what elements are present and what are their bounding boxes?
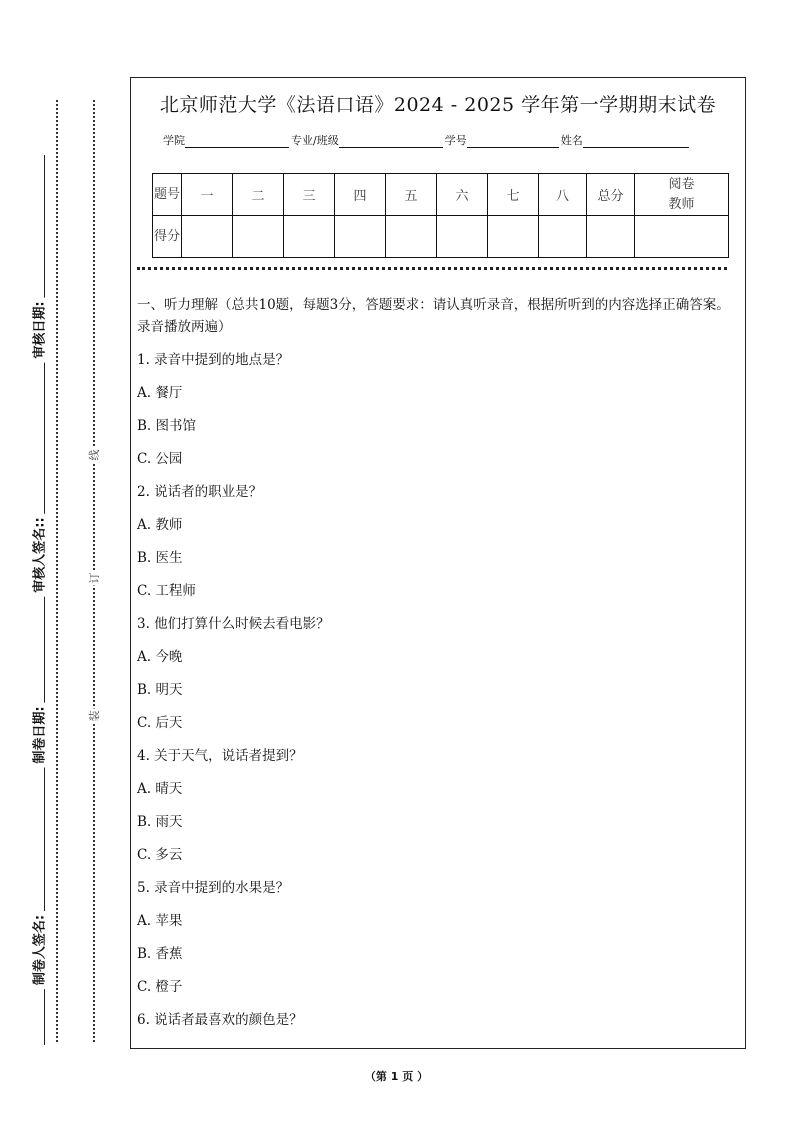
column-header: 三 [284,174,335,216]
table-row [153,216,729,258]
question-text: 4. 关于天气，说话者提到？ [137,748,303,764]
table-row [153,174,729,216]
column-header: 阅卷教师 [635,174,729,216]
answer-option[interactable]: C. 橙子 [137,979,183,995]
column-header: 七 [488,174,539,216]
answer-option[interactable]: C. 工程师 [137,583,196,599]
score-cell[interactable] [284,216,335,258]
answer-option[interactable]: B. 医生 [137,550,183,566]
answer-option[interactable]: B. 图书馆 [137,418,197,434]
section-heading: 一、听力理解（总共10题，每题3分，答题要求：请认真听录音，根据所听到的内容选择正确答案。录音播放两遍） [137,297,730,335]
column-header: 一 [182,174,233,216]
reviewer-signature-label: 审核人签名:: [29,513,48,596]
binding-mark-xian: 线 [88,449,101,461]
compiler-signature-label: 制卷人签名: [29,911,48,989]
question-text: 3. 他们打算什么时候去看电影？ [137,616,330,632]
questions-area [137,294,737,1042]
exam-title: 北京师范大学《法语口语》2024 - 2025 学年第一学期期末试卷 [159,94,717,116]
score-cell[interactable] [335,216,386,258]
question-text: 1. 录音中提到的地点是？ [137,352,290,368]
score-table [152,173,729,258]
column-header: 二 [233,174,284,216]
score-cell[interactable] [182,216,233,258]
college-input[interactable] [185,135,289,148]
section-divider [137,267,727,270]
score-cell[interactable] [587,216,635,258]
row-header: 题号 [153,174,182,216]
column-header: 六 [437,174,488,216]
score-cell[interactable] [437,216,488,258]
answer-option[interactable]: C. 公园 [137,451,183,467]
page-number: （第 1 页 ） [364,1070,429,1083]
question-text: 5. 录音中提到的水果是？ [137,880,290,896]
major-input[interactable] [339,135,443,148]
dotted-margin-line [56,100,58,1042]
student-id-input[interactable] [467,135,559,148]
answer-option[interactable]: B. 雨天 [137,814,183,830]
answer-option[interactable]: B. 香蕉 [137,946,183,962]
answer-option[interactable]: A. 苹果 [137,913,183,929]
column-header: 四 [335,174,386,216]
answer-option[interactable]: A. 今晚 [137,649,183,665]
score-cell[interactable] [635,216,729,258]
answer-option[interactable]: A. 晴天 [137,781,183,797]
field-label-name: 姓名 [560,134,583,147]
name-input[interactable] [583,135,689,148]
answer-option[interactable]: C. 后天 [137,715,183,731]
answer-option[interactable]: B. 明天 [137,682,183,698]
score-cell[interactable] [386,216,437,258]
column-header: 八 [539,174,587,216]
score-cell[interactable] [233,216,284,258]
review-date-label: 审核日期: [29,297,48,362]
binding-mark-ding: 订 [88,572,101,584]
column-header: 总分 [587,174,635,216]
answer-option[interactable]: C. 多云 [137,847,183,863]
answer-option[interactable]: A. 教师 [137,517,183,533]
score-cell[interactable] [539,216,587,258]
binding-mark-zhuang: 装 [88,710,101,722]
compile-date-label: 制卷日期: [29,702,48,767]
row-header: 得分 [153,216,182,258]
column-header: 五 [386,174,437,216]
question-text: 2. 说话者的职业是？ [137,484,263,500]
answer-option[interactable]: A. 餐厅 [137,385,183,401]
field-label-id: 学号 [444,134,467,147]
field-label-college: 学院 [163,134,185,147]
score-cell[interactable] [488,216,539,258]
question-list [137,349,737,1042]
field-label-major: 专业/班级 [291,134,339,147]
student-info-fields [163,132,691,148]
question-text: 6. 说话者最喜欢的颜色是？ [137,1012,303,1028]
exam-frame [130,77,746,1049]
